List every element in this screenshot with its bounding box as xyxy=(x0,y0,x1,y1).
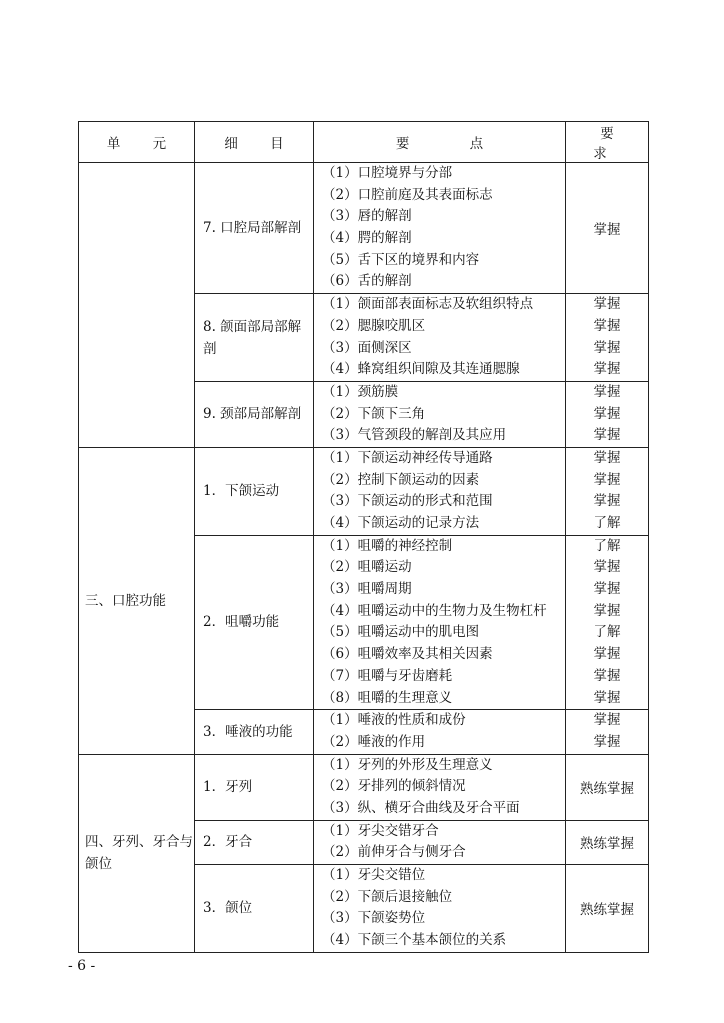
requirement-line: 掌握 xyxy=(593,646,621,663)
header-unit: 单 元 xyxy=(79,122,195,163)
point-line: （5）舌下区的境界和内容 xyxy=(322,251,480,268)
requirement-line: 掌握 xyxy=(593,733,621,750)
point-line: （1）咀嚼的神经控制 xyxy=(322,537,453,554)
points-cell xyxy=(314,820,566,864)
point-line: （3）气管颈段的解剖及其应用 xyxy=(322,427,507,444)
point-line: （2）下颌下三角 xyxy=(322,405,426,422)
point-line: （6）舌的解剖 xyxy=(322,273,412,290)
unit-cell xyxy=(79,163,195,448)
requirement-line: 掌握 xyxy=(593,449,621,466)
requirement-cell: 熟练掌握 xyxy=(566,865,649,953)
item-cell: 2．牙合 xyxy=(195,820,314,864)
unit-cell: 三、口腔功能 xyxy=(79,447,195,754)
requirement-cell xyxy=(566,535,649,710)
table-row xyxy=(79,754,649,820)
requirement-line: 掌握 xyxy=(593,361,621,378)
point-line: （3）下颌姿势位 xyxy=(322,910,426,927)
point-line: （8）咀嚼的生理意义 xyxy=(322,689,453,706)
point-line: （3）咀嚼周期 xyxy=(322,581,412,598)
points-cell xyxy=(314,447,566,535)
point-line: （2）腮腺咬肌区 xyxy=(322,317,426,334)
header-item: 细 目 xyxy=(195,122,314,163)
points-cell xyxy=(314,163,566,294)
unit-cell: 四、牙列、牙合与颌位 xyxy=(79,754,195,952)
points-cell xyxy=(314,381,566,447)
item-cell: 7. 口腔局部解剖 xyxy=(195,163,314,294)
table-row xyxy=(79,163,649,294)
point-line: （3）唇的解剖 xyxy=(322,208,412,225)
requirement-cell xyxy=(566,447,649,535)
header-requirement: 要 求 xyxy=(566,122,649,163)
item-cell: 3．唾液的功能 xyxy=(195,710,314,754)
requirement-line: 掌握 xyxy=(593,383,621,400)
point-line: （4）蜂窝组织间隙及其连通腮腺 xyxy=(322,361,520,378)
page-number: - 6 - xyxy=(68,958,96,974)
point-line: （1）口腔境界与分部 xyxy=(322,165,453,181)
item-cell: 1．下颌运动 xyxy=(195,447,314,535)
requirement-line: 了解 xyxy=(593,537,621,554)
item-cell: 2．咀嚼功能 xyxy=(195,535,314,710)
point-line: （2）牙排列的倾斜情况 xyxy=(322,778,466,795)
point-line: （3）下颌运动的形式和范围 xyxy=(322,493,493,510)
requirement-line: 掌握 xyxy=(593,493,621,510)
requirement-line: 掌握 xyxy=(593,602,621,619)
points-cell xyxy=(314,754,566,820)
point-line: （2）前伸牙合与侧牙合 xyxy=(322,844,466,861)
point-line: （3）面侧深区 xyxy=(322,339,412,356)
point-line: （1）下颌运动神经传导通路 xyxy=(322,449,493,466)
point-line: （2）下颌后退接触位 xyxy=(322,888,453,905)
requirement-line: 掌握 xyxy=(593,427,621,444)
requirement-cell xyxy=(566,294,649,382)
requirement-line: 了解 xyxy=(593,624,621,641)
point-line: （4）下颌三个基本颌位的关系 xyxy=(322,932,507,949)
requirement-line: 掌握 xyxy=(593,689,621,706)
item-cell: 3．颌位 xyxy=(195,865,314,953)
point-line: （1）唾液的性质和成份 xyxy=(322,712,466,729)
requirement-line: 掌握 xyxy=(593,712,621,729)
item-cell: 8. 颌面部局部解剖 xyxy=(195,294,314,382)
points-cell xyxy=(314,865,566,953)
points-cell xyxy=(314,710,566,754)
point-line: （1）颈筋膜 xyxy=(322,383,399,400)
point-line: （4）咀嚼运动中的生物力及生物杠杆 xyxy=(322,602,547,619)
requirement-cell: 熟练掌握 xyxy=(566,820,649,864)
requirement-line: 掌握 xyxy=(593,405,621,422)
requirement-line: 了解 xyxy=(593,515,621,531)
point-line: （1）颌面部表面标志及软组织特点 xyxy=(322,296,534,313)
requirement-line: 掌握 xyxy=(593,581,621,598)
point-line: （5）咀嚼运动中的肌电图 xyxy=(322,624,480,641)
point-line: （6）咀嚼效率及其相关因素 xyxy=(322,646,493,663)
points-cell xyxy=(314,294,566,382)
point-line: （2）唾液的作用 xyxy=(322,733,426,750)
requirement-cell: 掌握 xyxy=(566,163,649,294)
requirement-cell xyxy=(566,710,649,754)
requirement-cell: 熟练掌握 xyxy=(566,754,649,820)
point-line: （3）纵、横牙合曲线及牙合平面 xyxy=(322,799,520,816)
point-line: （1）牙列的外形及生理意义 xyxy=(322,756,493,773)
header-points: 要 点 xyxy=(314,122,566,163)
item-cell: 1．牙列 xyxy=(195,754,314,820)
table-row xyxy=(79,447,649,535)
requirement-line: 掌握 xyxy=(593,667,621,684)
requirement-line: 掌握 xyxy=(593,296,621,313)
item-cell: 9. 颈部局部解剖 xyxy=(195,381,314,447)
requirement-line: 掌握 xyxy=(593,339,621,356)
syllabus-table xyxy=(78,121,649,953)
point-line: （1）牙尖交错位 xyxy=(322,867,426,883)
point-line: （2）控制下颌运动的因素 xyxy=(322,471,480,488)
point-line: （2）咀嚼运动 xyxy=(322,559,412,576)
requirement-cell xyxy=(566,381,649,447)
header-row xyxy=(79,122,649,163)
point-line: （7）咀嚼与牙齿磨耗 xyxy=(322,667,453,684)
point-line: （2）口腔前庭及其表面标志 xyxy=(322,186,493,203)
requirement-line: 掌握 xyxy=(593,471,621,488)
points-cell xyxy=(314,535,566,710)
point-line: （4）腭的解剖 xyxy=(322,230,412,247)
requirement-line: 掌握 xyxy=(593,559,621,576)
point-line: （4）下颌运动的记录方法 xyxy=(322,515,480,531)
requirement-line: 掌握 xyxy=(593,317,621,334)
point-line: （1）牙尖交错牙合 xyxy=(322,822,439,839)
